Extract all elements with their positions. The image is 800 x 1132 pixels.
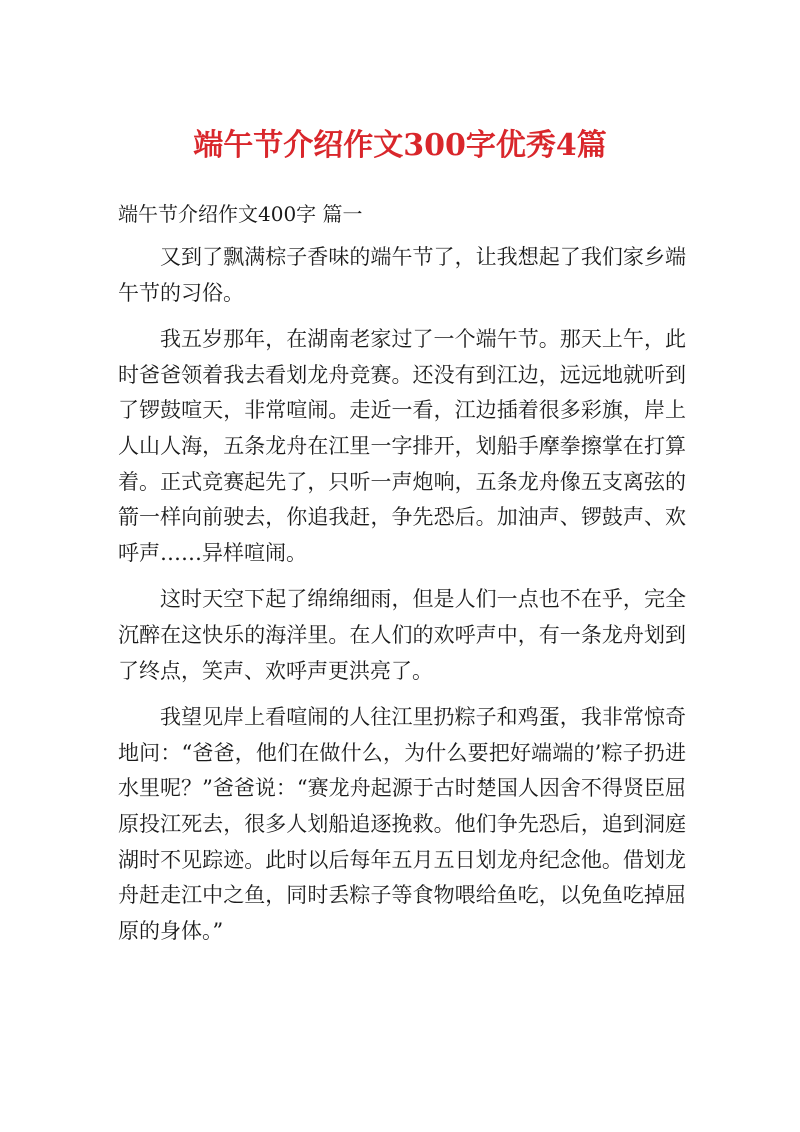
document-title: 端午节介绍作文300字优秀4篇 [193, 128, 607, 163]
section-heading: 端午节介绍作文400字 篇一 [118, 202, 363, 226]
paragraph-4: 我望见岸上看喧闹的人往江里扔粽子和鸡蛋，我非常惊奇地问：“爸爸，他们在做什么，为什么要把好端端的’粽子扔进水里呢？”爸爸说：“赛龙舟起源于古时楚国人因舍不得贤臣屈原投江死去，很多人划船追逐挽救。他们争先恐后，追到洞庭湖时不见踪迹。此时以后每年五月五日划龙舟纪念他。借划龙舟赶走江中之鱼，同时丢粽子等食物喂给鱼吃，以免鱼吃掉屈原的身体。” [118, 705, 686, 943]
paragraph-2: 我五岁那年，在湖南老家过了一个端午节。那天上午，此时爸爸领着我去看划龙舟竞赛。还没有到江边，远远地就听到了锣鼓喧天，非常喧闹。走近一看，江边插着很多彩旗，岸上人山人海，五条龙舟在江里一字排开，划船手摩拳擦掌在打算着。正式竞赛起先了，只听一声炮响，五条龙舟像五支离弦的箭一样向前驶去，你追我赶，争先恐后。加油声、锣鼓声、欢呼声……异样喧闹。 [118, 327, 686, 565]
article-body [118, 240, 686, 960]
paragraph-1: 又到了飘满棕子香味的端午节了，让我想起了我们家乡端午节的习俗。 [118, 245, 686, 305]
paragraph-3: 这时天空下起了绵绵细雨，但是人们一点也不在乎，完全沉醉在这快乐的海洋里。在人们的欢呼声中，有一条龙舟划到了终点，笑声、欢呼声更洪亮了。 [118, 587, 686, 683]
